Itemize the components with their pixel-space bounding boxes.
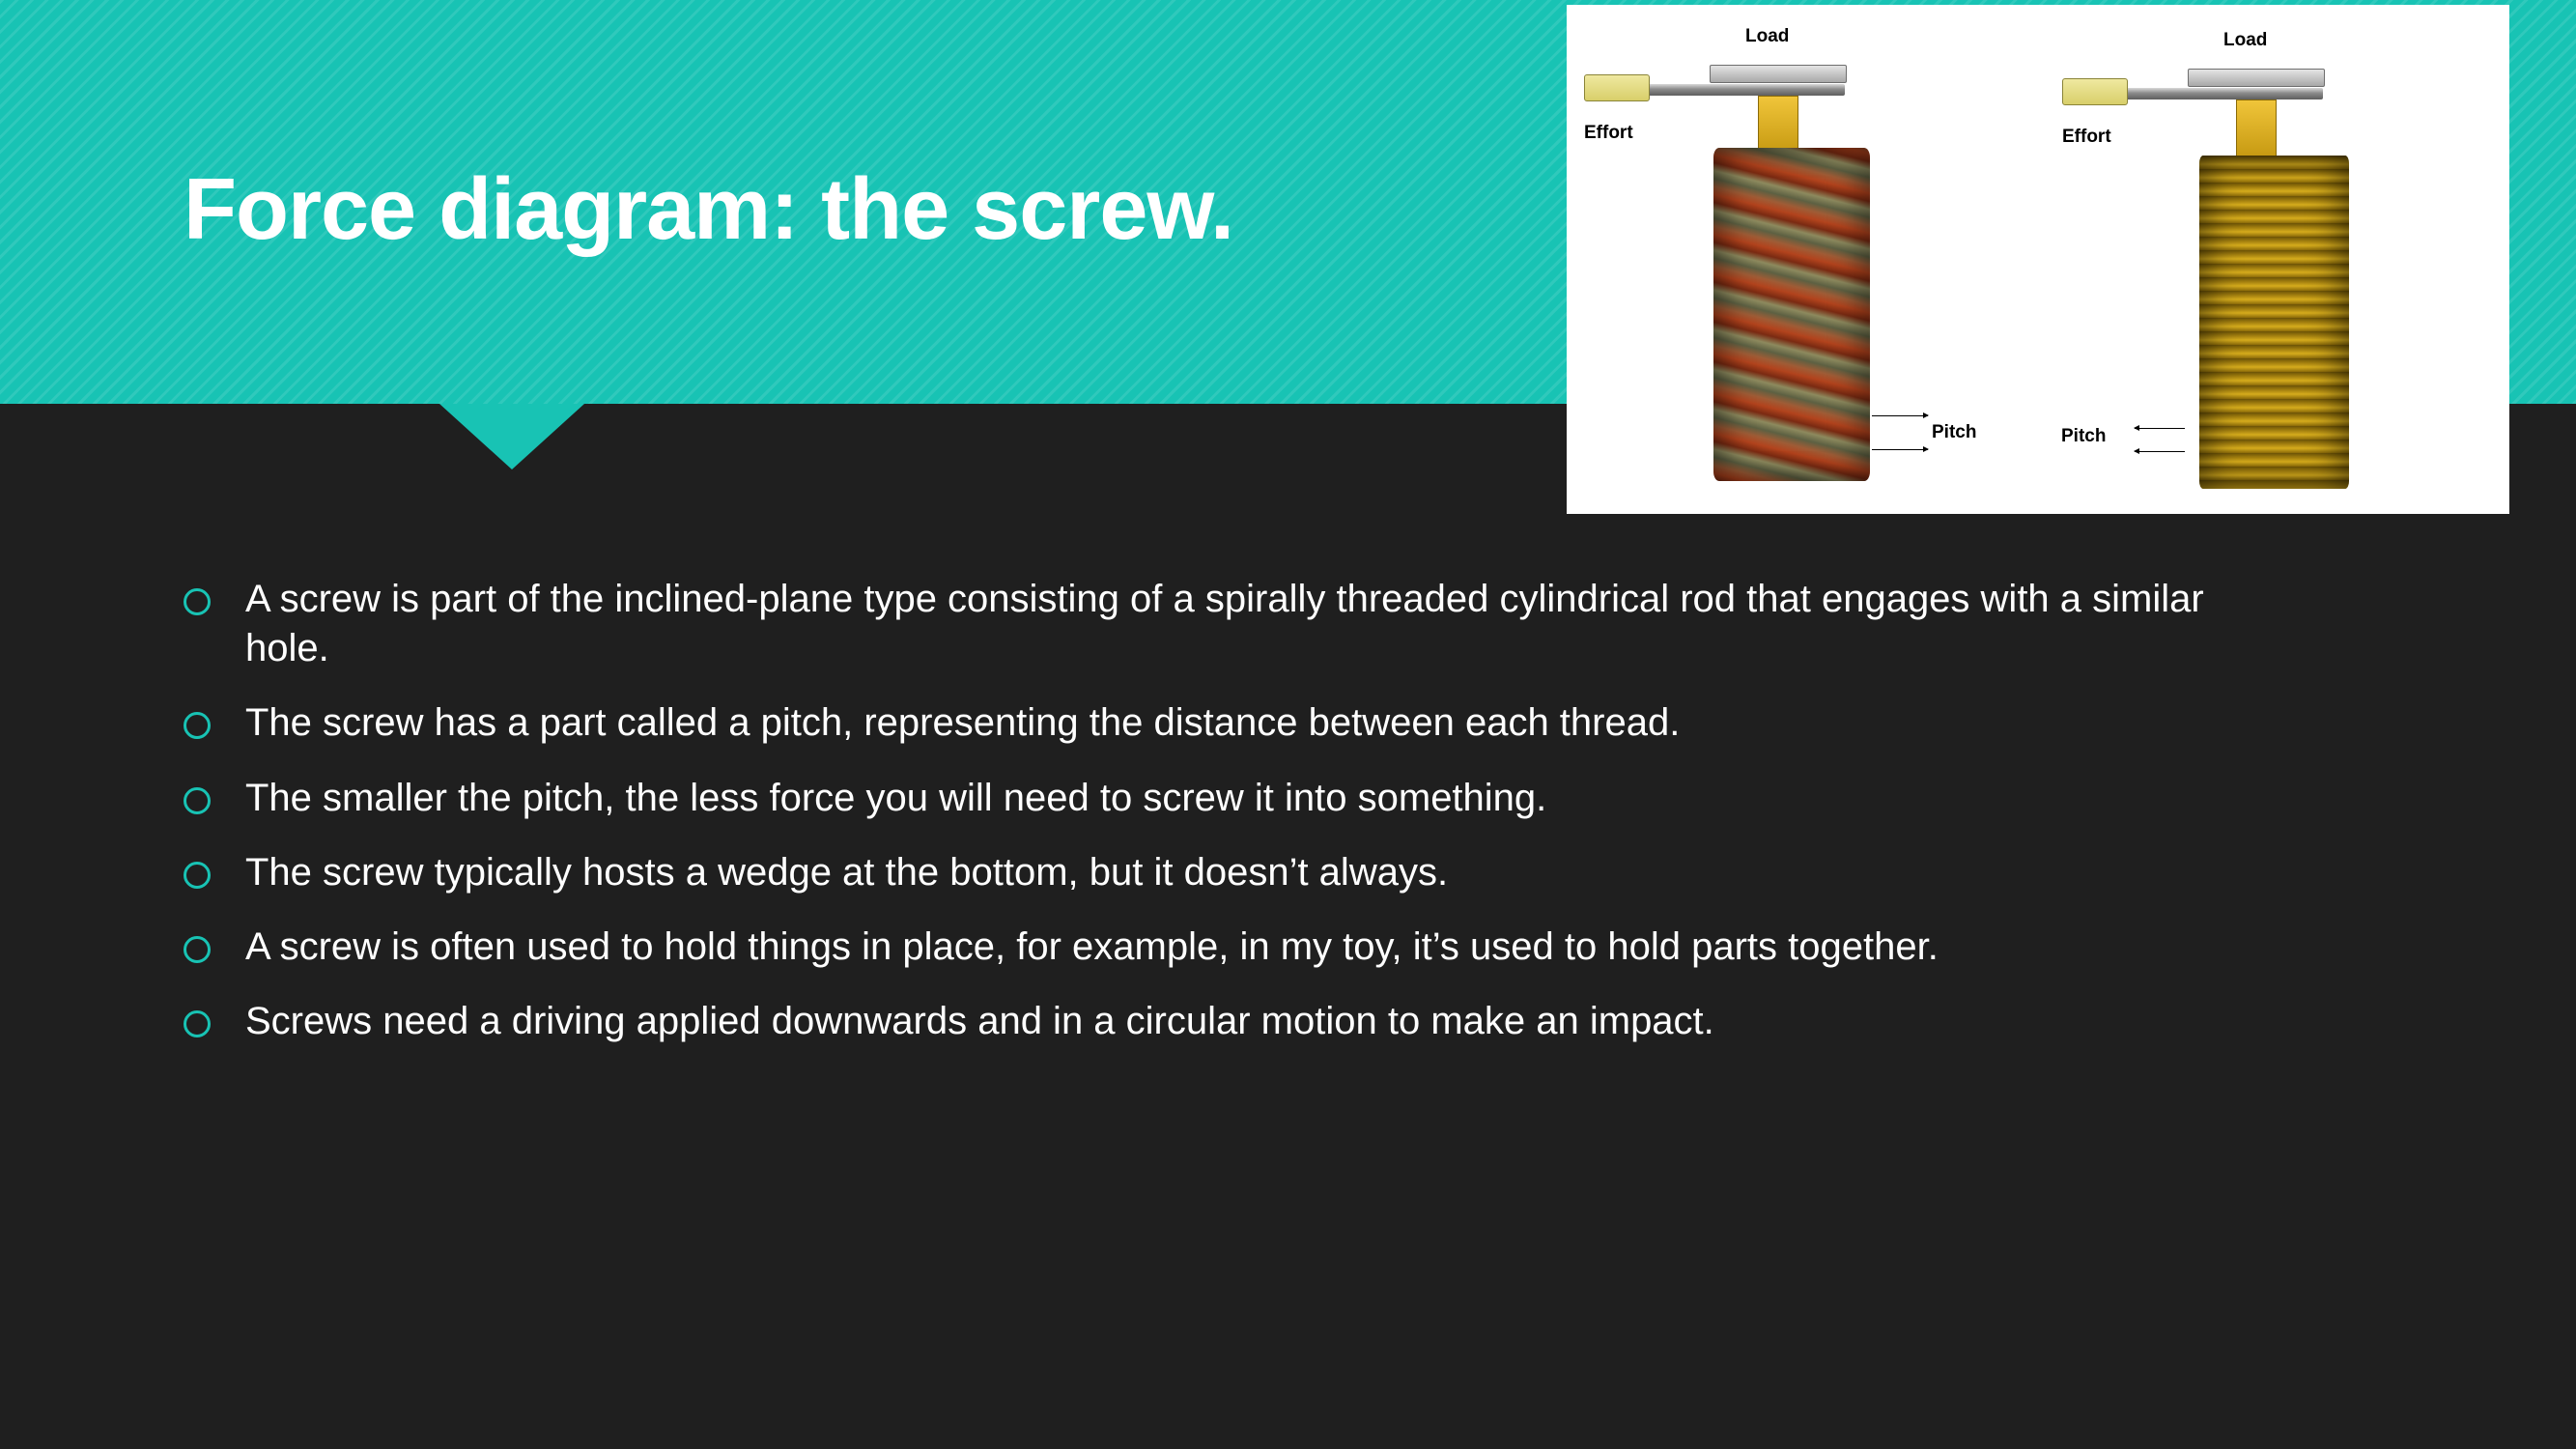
pitch-arrow-left-upper	[1872, 415, 1928, 416]
figure-label-effort-left: Effort	[1584, 123, 1633, 143]
coarse-pitch-screw	[1713, 148, 1870, 481]
figure-label-pitch-right: Pitch	[2061, 426, 2107, 446]
bullet-circle-icon	[184, 936, 211, 963]
effort-pad-left	[1584, 74, 1650, 101]
bullet-text: The smaller the pitch, the less force you will need to screw it into something.	[245, 776, 1547, 819]
bullet-circle-icon	[184, 1010, 211, 1037]
pitch-arrow-right-lower	[2135, 451, 2185, 452]
pitch-arrow-left-lower	[1872, 449, 1928, 450]
list-item	[184, 575, 2415, 673]
bullet-text: The screw has a part called a pitch, representing the distance between each thread.	[245, 701, 1681, 745]
screw-force-diagram-image	[1567, 5, 2509, 514]
screw-collar-right	[2236, 99, 2277, 157]
list-item	[184, 923, 2415, 972]
bullet-text: A screw is part of the inclined-plane type consisting of a spirally threaded cylindrical rod that engages with a similar hole.	[245, 578, 2204, 670]
figure-label-load-left: Load	[1745, 26, 1790, 46]
bullet-text: The screw typically hosts a wedge at the bottom, but it doesn’t always.	[245, 850, 1449, 894]
list-item	[184, 774, 2415, 823]
screw-collar-left	[1758, 96, 1798, 154]
load-plate-right	[2188, 69, 2325, 87]
page-title: Force diagram: the screw.	[184, 161, 1234, 258]
bullet-text: A screw is often used to hold things in place, for example, in my toy, it’s used to hold parts together.	[245, 924, 1939, 968]
figure-label-load-right: Load	[2223, 30, 2268, 50]
list-item	[184, 698, 2415, 748]
bullet-circle-icon	[184, 787, 211, 814]
pitch-arrow-right-upper	[2135, 428, 2185, 429]
figure-label-pitch-left: Pitch	[1932, 422, 1977, 442]
effort-pad-right	[2062, 78, 2128, 105]
bullet-circle-icon	[184, 712, 211, 739]
list-item	[184, 848, 2415, 897]
fine-pitch-screw	[2199, 156, 2349, 489]
load-plate-left	[1710, 65, 1847, 83]
bullet-circle-icon	[184, 588, 211, 615]
list-item	[184, 997, 2415, 1046]
banner-notch	[439, 404, 584, 469]
figure-label-effort-right: Effort	[2062, 127, 2111, 147]
bullet-list	[184, 575, 2415, 1071]
bullet-text: Screws need a driving applied downwards and in a circular motion to make an impact.	[245, 1000, 1714, 1043]
bullet-circle-icon	[184, 862, 211, 889]
